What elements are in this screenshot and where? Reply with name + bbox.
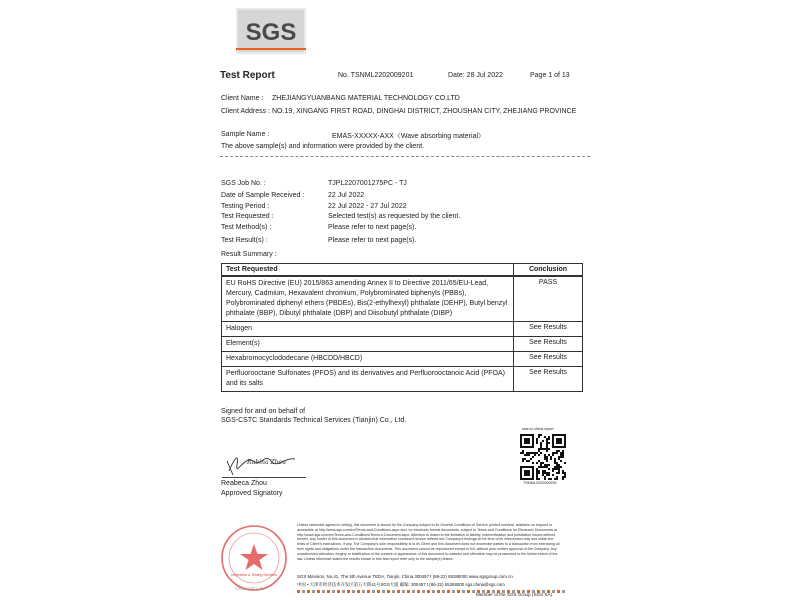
table-row xyxy=(222,367,583,392)
sample-name-value: EMAS-XXXXX-AXX（Wave absorbing material） xyxy=(332,133,486,140)
conclusion-cell: See Results xyxy=(514,352,583,367)
page-number: Page 1 of 13 xyxy=(530,72,570,79)
stamp-bottom-text: Chemical Lab. xyxy=(235,586,265,591)
requested-label: Test Requested : xyxy=(221,213,274,220)
company-line: SGS-CSTC Standards Technical Services (Tianjin) Co., Ltd. xyxy=(221,417,407,424)
test-cell: Perfluorooctane Sulfonates (PFOS) and its derivatives and Perfluorooctanoic Acid (PFOA) and its salts xyxy=(222,367,514,392)
method-label: Test Method(s) : xyxy=(221,224,272,231)
sample-note: The above sample(s) and information were provided by the client. xyxy=(221,143,425,150)
signed-for-line: Signed for and on behalf of xyxy=(221,408,306,415)
sgs-logo xyxy=(236,8,306,54)
sample-name-label: Sample Name : xyxy=(221,131,270,138)
job-no-value: TJPL2207001275PC - TJ xyxy=(328,180,407,187)
method-value: Please refer to next page(s). xyxy=(328,224,417,231)
signature xyxy=(225,447,305,479)
signatory-name: Reabeca Zhou xyxy=(221,480,267,487)
client-name-label: Client Name : xyxy=(221,95,264,102)
test-cell: EU RoHS Directive (EU) 2015/863 amending Annex II to Directive 2011/65/EU-Lead, Mercury, Cadmium, Hexavalent chromium, Polybrominated biphenyls (PBBs), Polybrominated diphenyl ethers (PBDEs), Bis(2-ethylhexyl) phthalate (DEHP), Butyl benzyl phthalate (BBP), Dibutyl phthalate (DBP) and Diisobutyl phthalate (DIBP) xyxy=(222,276,514,322)
footer-stripe xyxy=(297,588,567,591)
test-cell: Halogen xyxy=(222,322,514,337)
result-label: Test Result(s) : xyxy=(221,237,268,244)
conclusion-cell: PASS xyxy=(514,276,583,322)
company-seal-stamp xyxy=(220,524,288,592)
qr-caption-top: scan to check report xyxy=(522,427,554,431)
signature-line xyxy=(222,477,306,478)
conclusion-cell: See Results xyxy=(514,337,583,352)
report-date: Date: 28 Jul 2022 xyxy=(448,72,503,79)
table-row xyxy=(222,352,583,367)
test-cell: Element(s) xyxy=(222,337,514,352)
disclaimer-text: Unless otherwise agreed in writing, this document is issued by the Company subject to its General Conditions of Service printed overleaf, available on request or accessible at http://www.sgs.com/en/Terms-and-Conditions.aspx and, for electronic format documents, subject to Terms and Conditions for Electronic Documents at http://www.sgs.com/en/Terms-and-Conditions/Terms-e-Document.aspx. Attention is drawn to the limitation of liability, indemnification and jurisdiction issues defined therein. Any holder of this document is advised that information contained hereon reflects the Company's findings at the time of its intervention only and within the limits of Client's instructions, if any. The Company's sole responsibility is to its Client and this document does not exonerate parties to a transaction from exercising all their rights and obligations under the transaction documents. This document cannot be reproduced except in full, without prior written approval of the Company. Any unauthorized alteration, forgery or falsification of the content or appearance of this document is unlawful and offenders may be prosecuted to the fullest extent of the law. Unless otherwise stated the results shown in this test report refer only to the sample(s) tested. xyxy=(297,523,560,561)
table-row xyxy=(222,276,583,322)
footer-address-cn: 中国 • 天津市经济技术开发区第五大街41号SGS大厦 邮编: 300457 t (86-22) 65288000 sgs.china@sgs.com xyxy=(297,582,505,587)
client-name-value: ZHEJIANGYUANBANG MATERIAL TECHNOLOGY CO.LTD xyxy=(272,95,460,102)
signatory-role: Approved Signatory xyxy=(221,490,283,497)
job-no-label: SGS Job No. : xyxy=(221,180,266,187)
footer-address-en: SGS Mansion, No.41, The 5th Avenue TEDA, Tianjin, China 300457 t (86-22) 65288000 www.sgsgroup.com.cn xyxy=(297,574,513,579)
client-address-label: Client Address : xyxy=(221,108,271,115)
result-value: Please refer to next page(s). xyxy=(328,237,417,244)
table-row xyxy=(222,322,583,337)
separator xyxy=(220,156,590,157)
report-title: Test Report xyxy=(220,70,275,81)
qr-code-icon xyxy=(520,434,566,480)
received-label: Date of Sample Received : xyxy=(221,192,305,199)
received-value: 22 Jul 2022 xyxy=(328,192,365,199)
period-label: Testing Period : xyxy=(221,203,270,210)
col-test-header: Test Requested xyxy=(222,264,514,277)
period-value: 22 Jul 2022 - 27 Jul 2022 xyxy=(328,203,407,210)
client-address-value: NO.19, XINGANG FIRST ROAD, DINGHAI DISTRICT, ZHOUSHAN CITY, ZHEJIANG PROVINCE xyxy=(272,108,577,115)
result-summary-table xyxy=(221,263,583,392)
report-number: No. TSNML2202009201 xyxy=(338,72,414,79)
col-conclusion-header: Conclusion xyxy=(514,264,583,277)
footer-member: Member of the SGS Group (SGS SA) xyxy=(476,592,553,597)
stamp-center-text: Inspection & Testing Services xyxy=(231,573,277,577)
qr-caption-bottom: TSNML2202009201 xyxy=(523,481,557,485)
table-row xyxy=(222,337,583,352)
conclusion-cell: See Results xyxy=(514,367,583,392)
signature-text: Rubina Zhou xyxy=(247,459,286,466)
summary-label: Result Summary : xyxy=(221,251,277,258)
test-cell: Hexabromocyclododecane (HBCDD/HBCD) xyxy=(222,352,514,367)
conclusion-cell: See Results xyxy=(514,322,583,337)
table-header-row xyxy=(222,264,583,277)
requested-value: Selected test(s) as requested by the client. xyxy=(328,213,461,220)
signature-graphic xyxy=(225,447,305,477)
logo-text: SGS xyxy=(245,19,297,46)
